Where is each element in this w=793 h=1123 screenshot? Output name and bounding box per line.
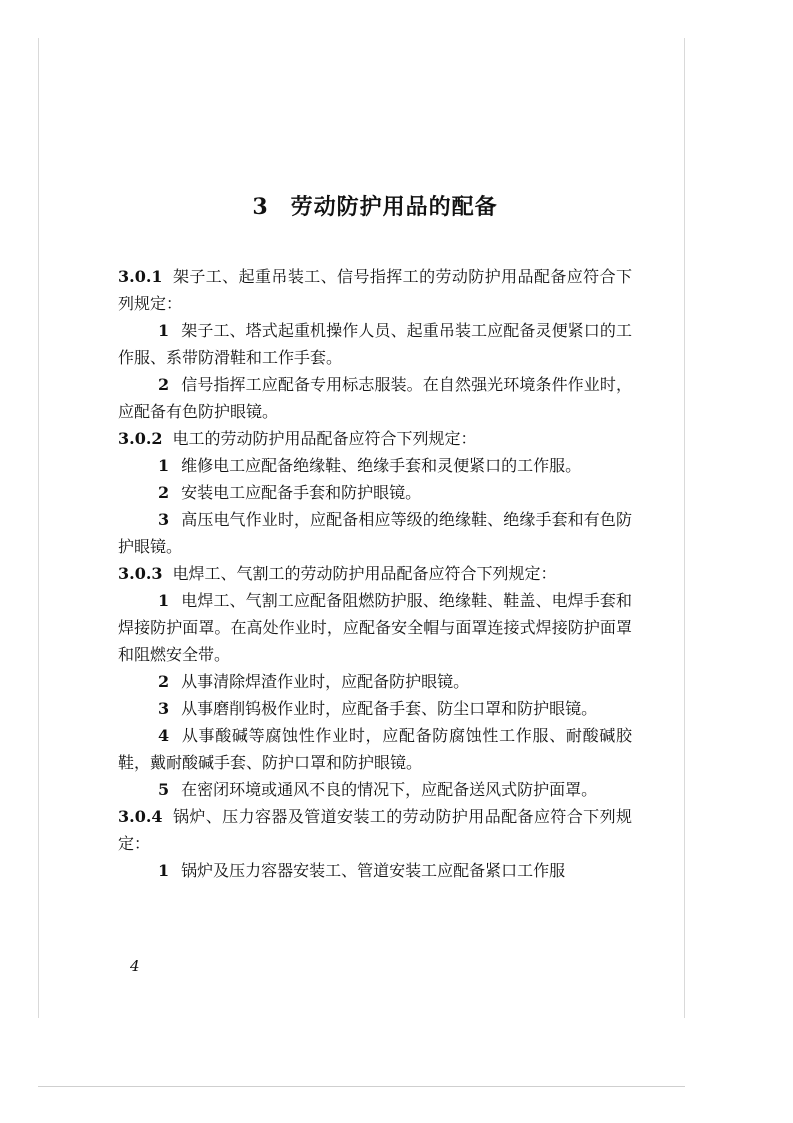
item-number: 2	[158, 672, 170, 691]
clause-heading	[118, 263, 632, 317]
item-number: 1	[158, 321, 170, 340]
clause-text: 锅炉及压力容器安装工、管道安装工应配备紧口工作服	[181, 861, 566, 880]
chapter-title-text: 劳动防护用品的配备	[290, 194, 498, 220]
clause-text: 从事酸碱等腐蚀性作业时，应配备防腐蚀性工作服、耐酸碱胶鞋，戴耐酸碱手套、防护口罩和防护眼镜。	[118, 726, 632, 772]
clause-item	[118, 587, 632, 668]
page-number: 4	[130, 957, 140, 975]
clause-text: 从事清除焊渣作业时，应配备防护眼镜。	[181, 672, 470, 691]
item-number: 4	[158, 726, 170, 745]
clause-text: 锅炉、压力容器及管道安装工的劳动防护用品配备应符合下列规定：	[118, 807, 632, 853]
clause-heading	[118, 803, 632, 857]
clause-text: 电焊工、气割工应配备阻燃防护服、绝缘鞋、鞋盖、电焊手套和焊接防护面罩。在高处作业时，应配备安全帽与面罩连接式焊接防护面罩和阻燃安全带。	[118, 591, 632, 664]
clause-item	[118, 371, 632, 425]
clause-item	[118, 722, 632, 776]
clause-number: 3.0.1	[118, 267, 163, 286]
item-number: 3	[158, 699, 170, 718]
chapter-number: 3	[252, 194, 269, 220]
clause-item	[118, 857, 632, 884]
item-number: 3	[158, 510, 170, 529]
clause-item	[118, 695, 632, 722]
chapter-title	[118, 190, 632, 221]
clause-item	[118, 317, 632, 371]
clause-number: 3.0.3	[118, 564, 163, 583]
clause-text: 在密闭环境或通风不良的情况下，应配备送风式防护面罩。	[181, 780, 598, 799]
item-number: 1	[158, 861, 170, 880]
clause-text: 架子工、起重吊装工、信号指挥工的劳动防护用品配备应符合下列规定：	[118, 267, 632, 313]
item-number: 2	[158, 375, 170, 394]
clause-text: 信号指挥工应配备专用标志服装。在自然强光环境条件作业时，应配备有色防护眼镜。	[118, 375, 632, 421]
clause-number: 3.0.2	[118, 429, 163, 448]
item-number: 1	[158, 591, 170, 610]
left-margin-rule	[38, 38, 39, 1018]
item-number: 5	[158, 780, 170, 799]
clause-text: 电焊工、气割工的劳动防护用品配备应符合下列规定：	[172, 564, 557, 583]
clause-text: 架子工、塔式起重机操作人员、起重吊装工应配备灵便紧口的工作服、系带防滑鞋和工作手套。	[118, 321, 632, 367]
clause-text: 高压电气作业时，应配备相应等级的绝缘鞋、绝缘手套和有色防护眼镜。	[118, 510, 632, 556]
item-number: 1	[158, 456, 170, 475]
clause-heading	[118, 560, 632, 587]
clause-text: 电工的劳动防护用品配备应符合下列规定：	[172, 429, 477, 448]
right-margin-rule	[684, 38, 685, 1018]
clause-list	[118, 263, 632, 884]
clause-item	[118, 479, 632, 506]
clause-text: 维修电工应配备绝缘鞋、绝缘手套和灵便紧口的工作服。	[181, 456, 582, 475]
clause-number: 3.0.4	[118, 807, 163, 826]
clause-item	[118, 506, 632, 560]
clause-item	[118, 668, 632, 695]
clause-text: 安装电工应配备手套和防护眼镜。	[181, 483, 422, 502]
clause-heading	[118, 425, 632, 452]
clause-item	[118, 776, 632, 803]
item-number: 2	[158, 483, 170, 502]
bottom-divider	[38, 1086, 685, 1087]
page-body	[118, 190, 632, 884]
clause-item	[118, 452, 632, 479]
clause-text: 从事磨削钨极作业时，应配备手套、防尘口罩和防护眼镜。	[181, 699, 598, 718]
